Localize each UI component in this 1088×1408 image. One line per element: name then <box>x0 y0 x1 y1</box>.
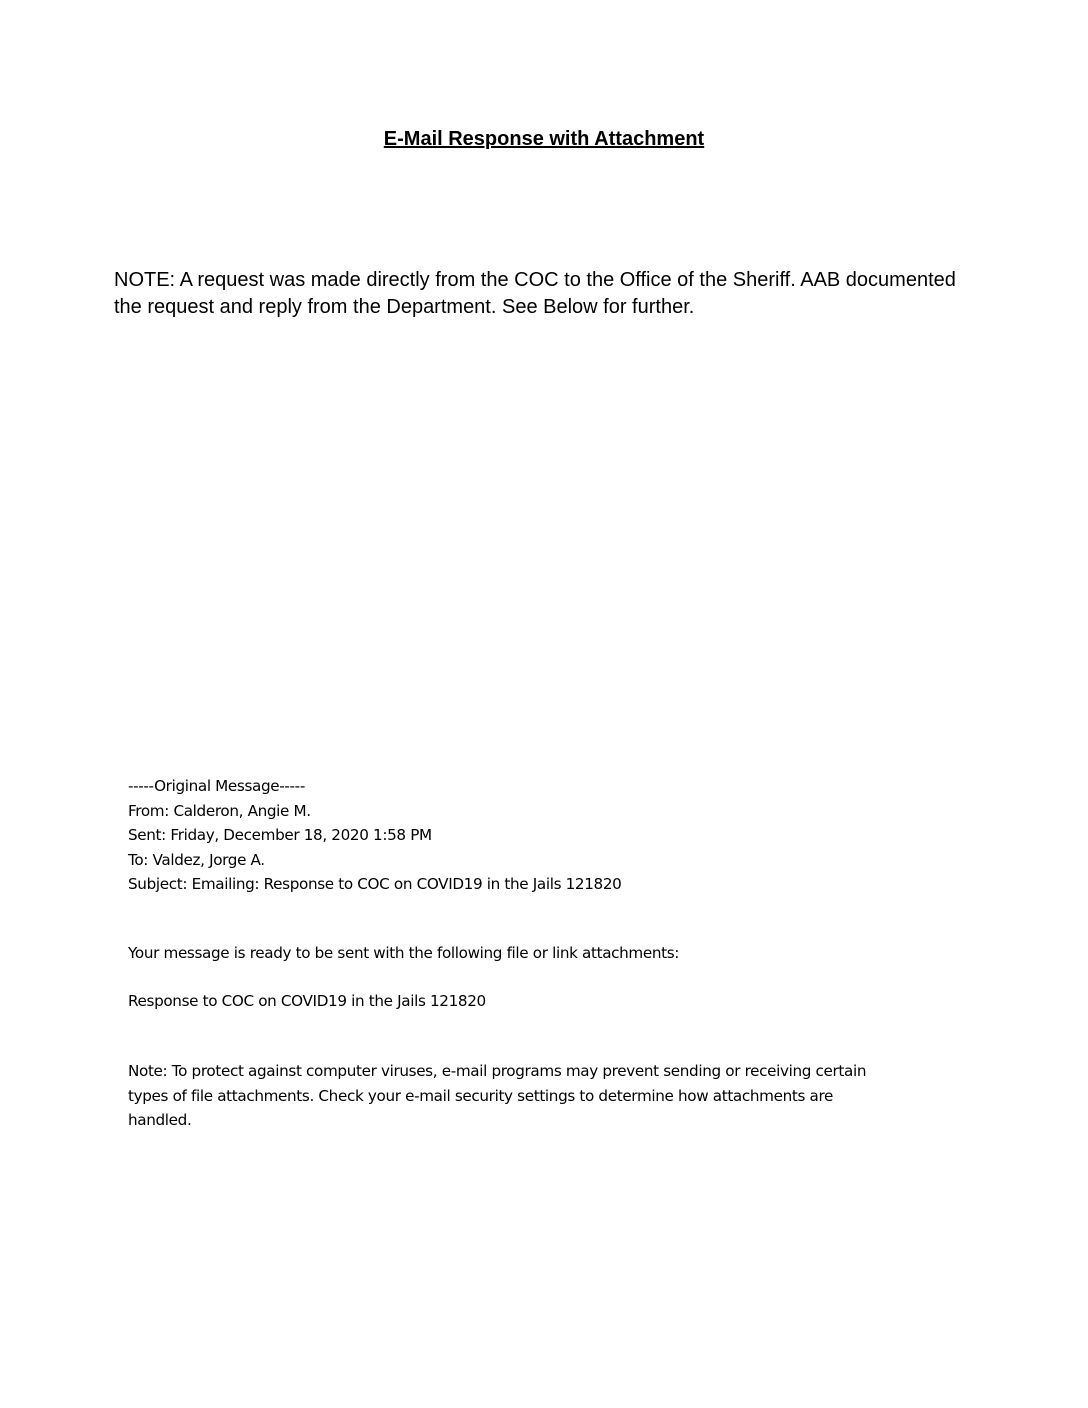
note-paragraph <box>114 267 1054 321</box>
body-text: Your message is ready to be sent with the following file or link attachments: <box>128 944 680 962</box>
attachment-text: Response to COC on COVID19 in the Jails 121820 <box>128 992 486 1010</box>
disclaimer-line-1: Note: To protect against computer viruses, e-mail programs may prevent sending or receiving certain <box>128 1062 867 1080</box>
subject-field: Subject: Emailing: Response to COC on COVID19 in the Jails 121820 <box>128 875 622 893</box>
email-body <box>128 941 968 966</box>
from-field: From: Calderon, Angie M. <box>128 801 311 820</box>
virus-disclaimer <box>128 1059 968 1133</box>
note-line-1: NOTE: A request was made directly from the COC to the Office of the Sheriff. AAB documented <box>114 269 956 291</box>
to-field: To: Valdez, Jorge A. <box>128 850 265 869</box>
disclaimer-line-3: handled. <box>128 1111 192 1129</box>
message-separator: -----Original Message----- <box>128 777 305 795</box>
email-header <box>128 774 968 897</box>
document-title: E-Mail Response with Attachment <box>383 128 705 150</box>
note-line-2: the request and reply from the Department. See Below for further. <box>114 296 695 318</box>
attachment-name <box>128 989 968 1014</box>
disclaimer-line-2: types of file attachments. Check your e-mail security settings to determine how attachments are <box>128 1086 834 1105</box>
sent-field: Sent: Friday, December 18, 2020 1:58 PM <box>128 826 432 844</box>
